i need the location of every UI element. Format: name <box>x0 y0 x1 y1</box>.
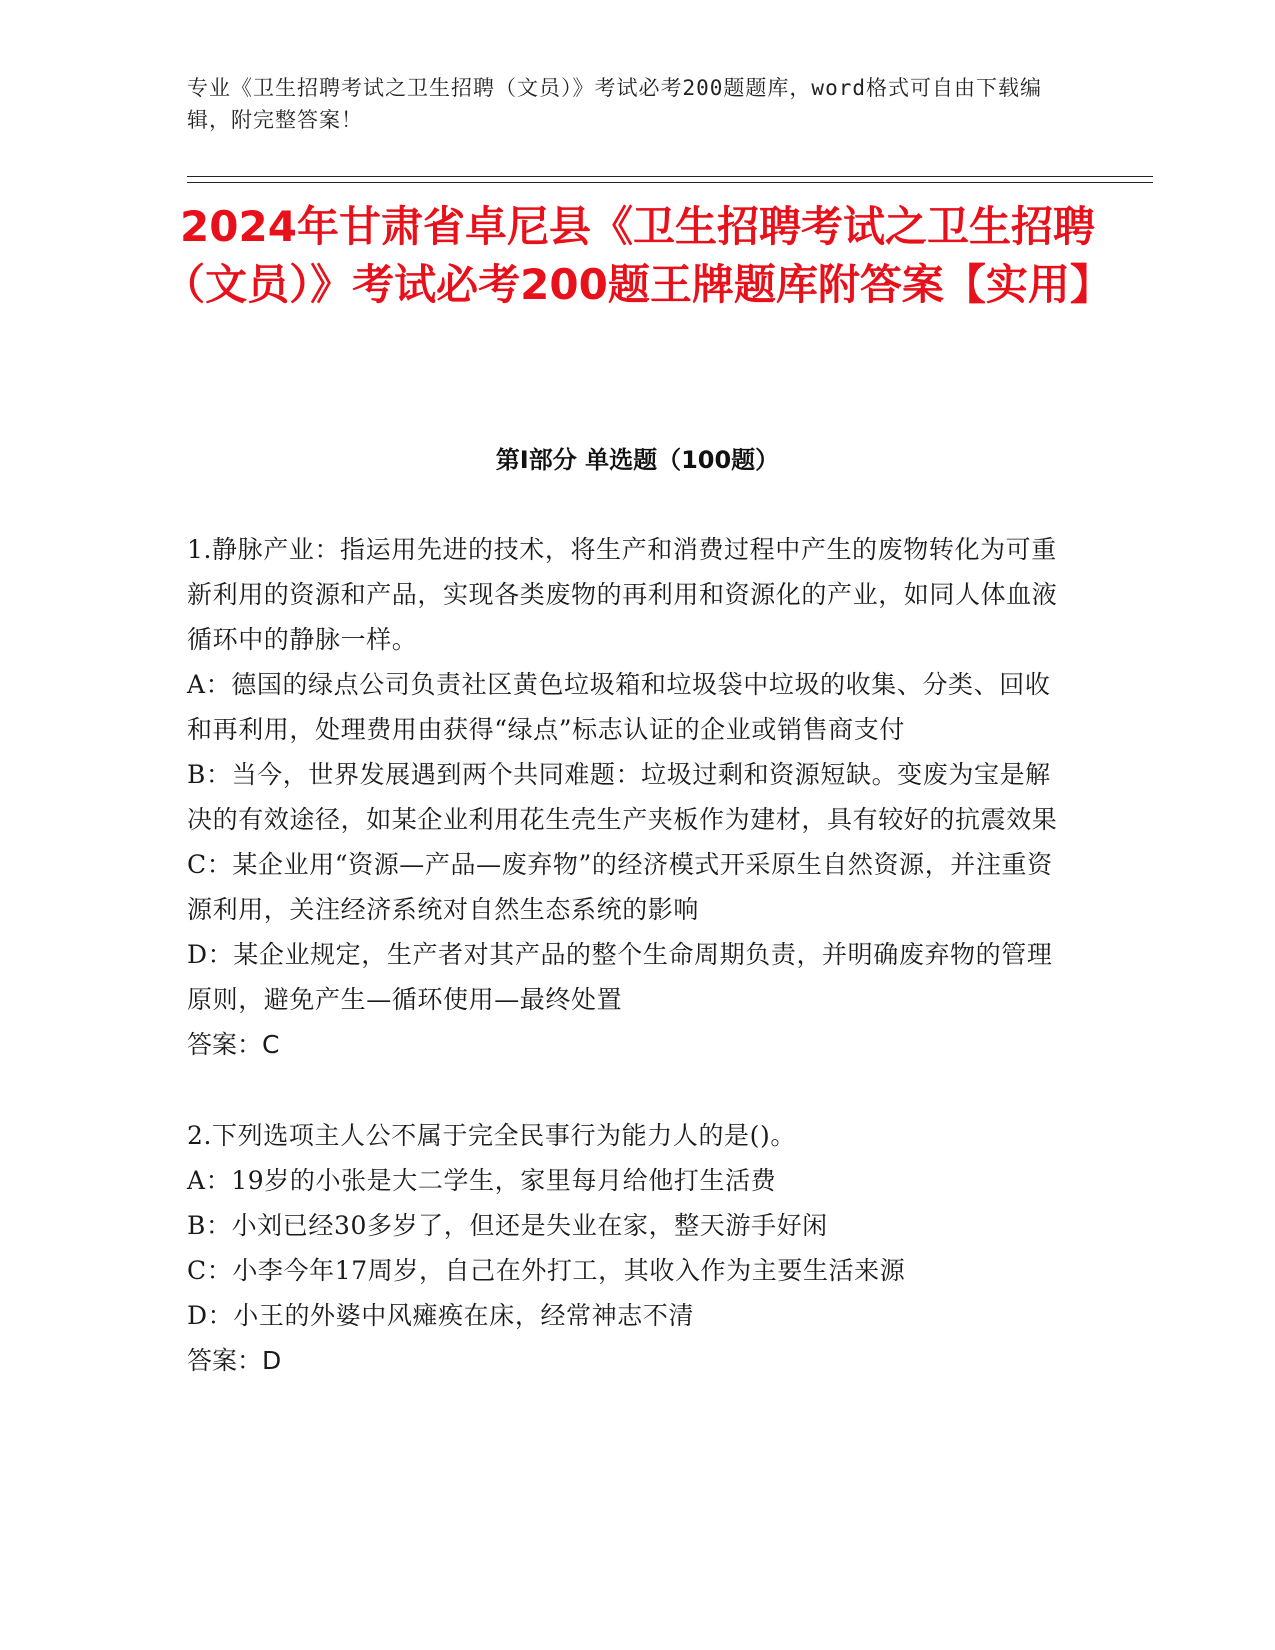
option-d: D：某企业规定，生产者对其产品的整个生命周期负责，并明确废弃物的管理原则，避免产生—循环使用—最终处置 <box>187 940 1053 1014</box>
option-a: A：19岁的小张是大二学生，家里每月给他打生活费 <box>187 1166 777 1195</box>
document-title: 2024年甘肃省卓尼县《卫生招聘考试之卫生招聘（文员）》考试必考200题王牌题库附答案【实用】 <box>163 202 1112 309</box>
section-title: 第Ⅰ部分 单选题（100题） <box>495 446 780 474</box>
answer: 答案：D <box>187 1346 282 1375</box>
option-a: A：德国的绿点公司负责社区黄色垃圾箱和垃圾袋中垃圾的收集、分类、回收和再利用，处理费用由获得“绿点”标志认证的企业或销售商支付 <box>187 670 1051 744</box>
question-2 <box>187 1113 1072 1383</box>
option-d: D：小王的外婆中风瘫痪在床，经常神志不清 <box>187 1301 695 1330</box>
header-note: 专业《卫生招聘考试之卫生招聘（文员）》考试必考200题题库，word格式可自由下载编辑，附完整答案！ <box>187 76 1042 132</box>
answer: 答案：C <box>187 1030 280 1059</box>
option-b: B：当今，世界发展遇到两个共同难题：垃圾过剩和资源短缺。变废为宝是解决的有效途径，如某企业利用花生壳生产夹板作为建材，具有较好的抗震效果 <box>187 760 1058 834</box>
option-b: B：小刘已经30多岁了，但还是失业在家，整天游手好闲 <box>187 1211 828 1240</box>
question-stem: 1.静脉产业：指运用先进的技术，将生产和消费过程中产生的废物转化为可重新利用的资源和产品，实现各类废物的再利用和资源化的产业，如同人体血液循环中的静脉一样。 <box>187 535 1058 654</box>
question-list <box>187 527 1072 1429</box>
header-divider-top <box>187 176 1153 177</box>
option-c: C：小李今年17周岁，自己在外打工，其收入作为主要生活来源 <box>187 1256 906 1285</box>
question-stem: 2.下列选项主人公不属于完全民事行为能力人的是()。 <box>187 1121 796 1150</box>
question-1 <box>187 527 1072 1067</box>
option-c: C：某企业用“资源—产品—废弃物”的经济模式开采原生自然资源，并注重资源利用，关注经济系统对自然生态系统的影响 <box>187 850 1053 924</box>
header-divider-bottom <box>187 182 1153 183</box>
